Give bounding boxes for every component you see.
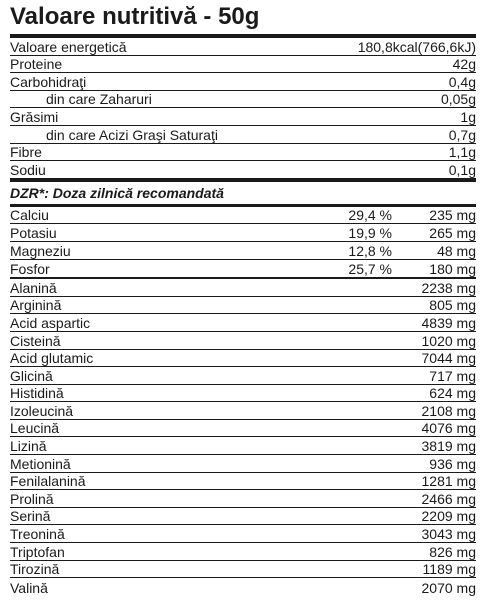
amino-acid-label: Lizină — [10, 438, 47, 455]
nutrition-row — [10, 144, 476, 162]
nutrition-label: Fibre — [10, 144, 42, 161]
amino-acid-row — [10, 279, 476, 297]
nutrition-value: 1g — [460, 108, 476, 125]
mineral-label: Fosfor — [10, 261, 50, 278]
nutrition-row — [10, 73, 476, 91]
amino-acid-amount: 936 mg — [429, 455, 476, 472]
amino-acid-amount: 1189 mg — [422, 561, 476, 578]
mineral-percent: 25,7 % — [348, 261, 392, 278]
mineral-percent: 12,8 % — [348, 242, 392, 259]
amino-acid-amount: 1020 mg — [421, 332, 476, 349]
amino-acid-row — [10, 525, 476, 543]
amino-acid-row — [10, 297, 476, 315]
nutrition-row — [10, 108, 476, 126]
mineral-row — [10, 260, 476, 278]
amino-acid-amount: 805 mg — [429, 297, 476, 314]
mineral-row — [10, 224, 476, 242]
amino-acid-label: Treonină — [10, 526, 65, 543]
amino-acid-amount: 2108 mg — [421, 402, 476, 419]
amino-acid-amount: 826 mg — [429, 543, 476, 560]
amino-acid-row — [10, 314, 476, 332]
amino-acid-label: Acid aspartic — [10, 314, 91, 331]
amino-acid-amount: 4076 mg — [421, 420, 476, 437]
nutrition-label: Sodiu — [10, 161, 46, 178]
amino-acid-amount: 4839 mg — [421, 314, 476, 331]
mineral-percent: 19,9 % — [348, 224, 392, 241]
amino-acid-label: Glicină — [10, 367, 53, 384]
amino-acid-row — [10, 367, 476, 385]
amino-acid-list — [10, 279, 476, 596]
mineral-label: Magneziu — [10, 242, 71, 259]
amino-acid-amount: 3043 mg — [421, 526, 476, 543]
nutrition-label: Grăsimi — [10, 108, 59, 125]
nutrition-row — [10, 91, 476, 109]
amino-acid-label: Tirozină — [10, 561, 60, 578]
amino-acid-amount: 2466 mg — [421, 490, 476, 507]
amino-acid-row — [10, 385, 476, 403]
nutrition-value: 0,1g — [448, 161, 476, 178]
amino-acid-amount: 2238 mg — [421, 279, 476, 296]
mineral-list — [10, 207, 476, 277]
amino-acid-label: Leucină — [10, 420, 60, 437]
amino-acid-row — [10, 332, 476, 350]
amino-acid-label: Izoleucină — [10, 402, 74, 419]
amino-acid-label: Arginină — [10, 297, 62, 314]
mineral-amount: 235 mg — [429, 207, 476, 224]
amino-acid-amount: 624 mg — [429, 385, 476, 402]
nutrition-value: 1,1g — [448, 144, 476, 161]
amino-acid-row — [10, 437, 476, 455]
amino-acid-label: Serină — [10, 508, 51, 525]
amino-acid-label: Acid glutamic — [10, 350, 94, 367]
amino-acid-row — [10, 350, 476, 368]
nutrition-label: din care Zaharuri — [46, 91, 152, 108]
mineral-amount: 48 mg — [437, 242, 476, 259]
amino-acid-label: Prolină — [10, 490, 54, 507]
nutrition-label: Proteine — [10, 56, 63, 73]
panel-title: Valoare nutritivă - 50g — [10, 3, 260, 30]
nutrition-value: 180,8kcal(766,6kJ) — [357, 38, 476, 55]
amino-acid-amount: 3819 mg — [421, 438, 476, 455]
nutrition-list — [10, 38, 476, 179]
mineral-row — [10, 242, 476, 260]
amino-acid-label: Histidină — [10, 385, 64, 402]
amino-acid-amount: 2209 mg — [421, 508, 476, 525]
amino-acid-label: Triptofan — [10, 543, 65, 560]
nutrition-value: 0,4g — [448, 73, 476, 90]
mineral-amount: 265 mg — [429, 224, 476, 241]
mineral-amount: 180 mg — [429, 261, 476, 278]
amino-acid-label: Cisteină — [10, 332, 61, 349]
nutrition-label: Valoare energetică — [10, 38, 127, 55]
amino-acid-row — [10, 473, 476, 491]
nutrition-label: Carbohidraţi — [10, 73, 87, 90]
mineral-row — [10, 207, 476, 225]
amino-acid-label: Alanină — [10, 279, 57, 296]
nutrition-value: 0,05g — [440, 91, 476, 108]
mineral-label: Calciu — [10, 207, 49, 224]
amino-acid-amount: 2070 mg — [421, 579, 476, 596]
amino-acid-label: Valină — [10, 579, 48, 596]
amino-acid-label: Fenilalanină — [10, 473, 86, 490]
amino-acid-row — [10, 455, 476, 473]
nutrition-row — [10, 56, 476, 74]
mineral-percent: 29,4 % — [348, 207, 392, 224]
nutrition-value: 0,7g — [448, 126, 476, 143]
mineral-label: Potasiu — [10, 224, 57, 241]
amino-acid-amount: 7044 mg — [421, 350, 476, 367]
nutrition-label: din care Acizi Graşi Saturaţi — [46, 126, 218, 143]
amino-acid-row — [10, 561, 476, 579]
amino-acid-label: Metionină — [10, 455, 71, 472]
nutrition-row — [10, 161, 476, 179]
nutrition-row — [10, 38, 476, 56]
amino-acid-row — [10, 490, 476, 508]
amino-acid-amount: 1281 mg — [421, 473, 476, 490]
amino-acid-amount: 717 mg — [429, 367, 476, 384]
amino-acid-row — [10, 508, 476, 526]
amino-acid-row — [10, 420, 476, 438]
amino-acid-row — [10, 578, 476, 596]
nutrition-row — [10, 126, 476, 144]
amino-acid-row — [10, 402, 476, 420]
dzr-heading: DZR*: Doza zilnică recomandată — [10, 184, 224, 201]
nutrition-value: 42g — [452, 56, 476, 73]
amino-acid-row — [10, 543, 476, 561]
